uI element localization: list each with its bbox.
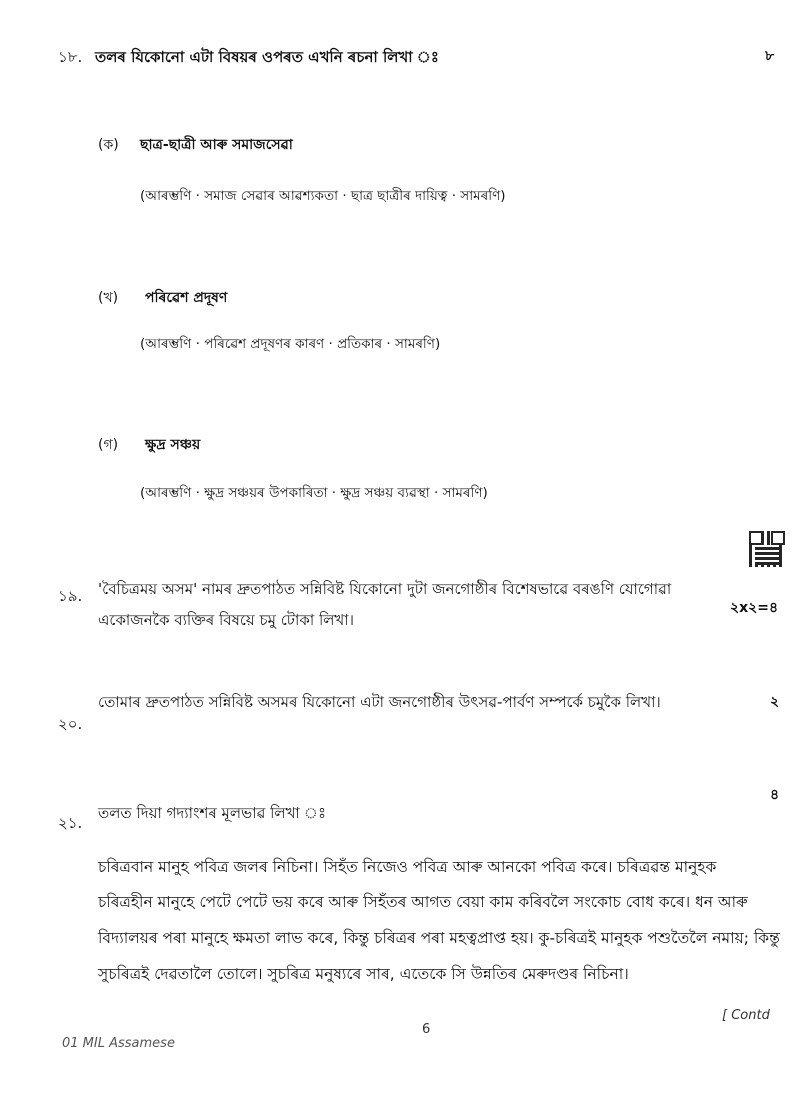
paper-code: 01 MIL Assamese	[62, 1036, 175, 1051]
q21-paragraph-line: বিদ্যালয়ৰ পৰা মানুহে ক্ষমতা লাভ কৰে, কিন্তু চৰিত্ৰৰ পৰা মহত্বপ্ৰাপ্ত হয়। কু-চৰিত্ৰই মানুহক পশুতৈলৈ নমায়; কিন্তু	[98, 929, 780, 947]
q18-option-ka-hint: (আৰম্ভণি · সমাজ সেৱাৰ আৱশ্যকতা · ছাত্ৰ ছাত্ৰীৰ দায়িত্ব · সামৰণি)	[140, 188, 506, 204]
q18-option-kha-title: পৰিৱেশ প্ৰদূষণ	[145, 290, 228, 306]
page-number: 6	[422, 1022, 431, 1037]
q18-number: ১৮.	[58, 48, 83, 66]
q21-marks: ৪	[770, 787, 780, 803]
q20-text: তোমাৰ দ্ৰুতপাঠত সন্নিবিষ্ট অসমৰ যিকোনো এটা জনগোষ্ঠীৰ উৎসৱ-পাৰ্বণ সম্পৰ্কে চমুকৈ লিখা।	[98, 693, 661, 711]
q18-option-ka-title: ছাত্ৰ-ছাত্ৰী আৰু সমাজসেৱা	[140, 137, 293, 153]
q19-marks: ২x২=৪	[730, 600, 779, 616]
qr-code	[749, 531, 785, 567]
q18-option-ga-label: (গ)	[98, 437, 119, 453]
q18-option-kha-hint: (আৰম্ভণি · পৰিৱেশ প্ৰদূষণৰ কাৰণ · প্ৰতিকাৰ · সামৰণি)	[140, 336, 441, 352]
q21-number: ২১.	[58, 814, 83, 832]
q19-number: ১৯.	[58, 587, 83, 605]
q18-marks: ৮	[765, 48, 775, 64]
q21-paragraph-line: সুচৰিত্ৰই দেৱতালৈ তোলে। সুচৰিত্ৰ মনুষ্যৰে সাৰ, এতেকে সি উন্নতিৰ মেৰুদণ্ডৰ নিচিনা।	[98, 965, 629, 983]
q18-option-ga-title: ক্ষুদ্ৰ সঞ্চয়	[145, 437, 201, 453]
q19-line2: একোজনকৈ ব্যক্তিৰ বিষয়ে চমু টোকা লিখা।	[98, 611, 354, 629]
q18-option-ga-hint: (আৰম্ভণি · ক্ষুদ্ৰ সঞ্চয়ৰ উপকাৰিতা · ক্ষুদ্ৰ সঞ্চয় ব্যৱস্থা · সামৰণি)	[140, 485, 488, 501]
q21-paragraph-line: চৰিত্ৰবান মানুহ পবিত্ৰ জলৰ নিচিনা। সিহঁত নিজেও পবিত্ৰ আৰু আনকো পবিত্ৰ কৰে। চৰিত্ৰৱন্ত মানুহক	[98, 858, 717, 876]
q20-marks: ২	[770, 694, 780, 710]
q18-option-kha-label: (খ)	[98, 290, 119, 306]
q21-paragraph-line: চৰিত্ৰহীন মানুহে পেটে পেটে ভয় কৰে আৰু সিহঁতৰ আগত বেয়া কাম কৰিবলৈ সংকোচ বোধ কৰে। ধন আৰু	[98, 893, 748, 911]
q21-text: তলত দিয়া গদ্যাংশৰ মূলভাৱ লিখা ঃ	[98, 804, 326, 822]
q19-line1: 'বৈচিত্ৰময় অসম' নামৰ দ্ৰুতপাঠত সন্নিবিষ্ট যিকোনো দুটা জনগোষ্ঠীৰ বিশেষভাৱে বৰঙণি যোগোৱা	[98, 580, 672, 598]
q18-text: তলৰ যিকোনো এটা বিষয়ৰ ওপৰত এখনি ৰচনা লিখা ঃ	[95, 48, 439, 66]
contd-label: [ Contd	[722, 1008, 770, 1023]
q18-option-ka-label: (ক)	[98, 137, 119, 153]
q20-number: ২০.	[58, 715, 83, 733]
